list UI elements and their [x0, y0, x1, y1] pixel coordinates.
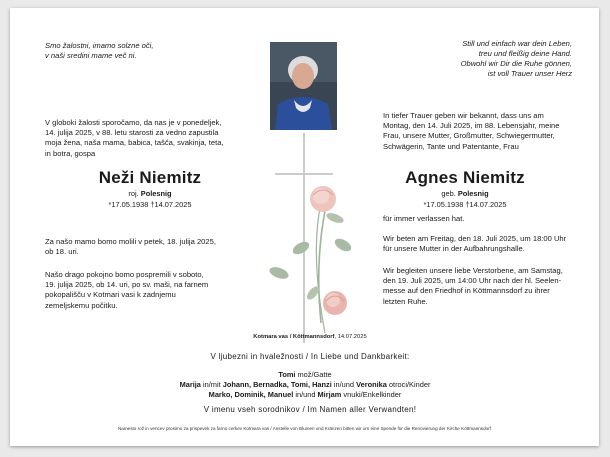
closing-line: V imenu vseh sorodnikov / Im Namen aller Verwandten! — [203, 405, 417, 414]
left-birth-name: roj. Polesnig — [128, 189, 172, 198]
place-date: Kotmara vas / Köttmannsdorf, 14.07.2025 — [253, 334, 367, 340]
right-birth-name: geb. Polesnig — [441, 189, 489, 198]
right-notice: In tiefer Trauer geben wir bekannt, dass uns am Montag, den 14. Juli 2025, im 88. Lebensjahr, meine Frau, unsere Mutter, Großmutter, Schwiegermutter, Schwägerin, Tante und Patentante, Frau — [383, 111, 560, 151]
love-line: V ljubezni in hvaležnosti / In Liebe und Dankbarkeit: — [210, 352, 410, 361]
obituary-card — [10, 8, 599, 446]
relatives-list — [70, 370, 540, 400]
portrait-image — [270, 42, 337, 130]
left-dates: *17.05.1938 †14.07.2025 — [108, 200, 192, 209]
rose-icon — [268, 186, 353, 333]
left-notice: V globoki žalosti sporočamo, da nas je v ponedeljek, 14. julija 2025, v 88. letu starosti za vedno zapustila moja žena, naša mama, babica, tašča, svakinja, teta, in botra, gospa — [45, 118, 224, 158]
right-left-us-text: für immer verlassen hat. — [383, 214, 465, 223]
footer-note: Namesto rož in vencev prosimo za prispevek za farno cerkev Kotmara vas / Anstelle von Blumen und Kränzen bitten wir um eine Spende für die Renovierung der Kirche Köttmannsdorf — [117, 426, 492, 431]
portrait-photo — [270, 42, 337, 130]
right-name-block — [380, 168, 550, 209]
left-deceased-name: Neži Niemitz — [98, 168, 202, 187]
right-dates: *17.05.1938 †14.07.2025 — [423, 200, 507, 209]
cross-icon — [275, 133, 333, 343]
right-quote: Still und einfach war dein Leben, treu und fleißig deine Hand. Obwohl wir Dir die Ruhe gönnen, ist voll Trauer unser Herz — [460, 39, 572, 78]
right-funeral-text: Wir begleiten unsere liebe Verstorbene, am Samstag, den 19. Juli 2025, um 14:00 Uhr nach der hl. Seelen- messe auf den Friedhof in Köttmannsdorf zu ihrer letzten Ruhe. — [383, 266, 563, 306]
relatives-row-spouse: Tomi mož/Gatte — [278, 370, 332, 379]
left-name-block — [70, 168, 230, 209]
left-quote: Smo žalostni, imamo solzne oči, v naši sredini mame več ni. — [45, 41, 154, 60]
right-deceased-name: Agnes Niemitz — [405, 168, 525, 187]
left-prayer-text: Za našo mamo bomo molili v petek, 18. julija 2025, ob 18. uri. — [45, 237, 216, 257]
left-funeral-text: Našo drago pokojno bomo pospremili v soboto, 19. julija 2025, ob 14. uri, po sv. maši, na farnem pokopališču v Kotmari vasi k zadnjemu zemeljskemu počitku. — [45, 270, 209, 310]
relatives-row-children: Marija in/mit Johann, Bernadka, Tomi, Hanzi in/und Veronika otroci/Kinder — [179, 380, 431, 389]
cross-rose-illustration — [255, 133, 365, 348]
relatives-row-grandchildren: Marko, Dominik, Manuel in/und Mirjam vnuki/Enkelkinder — [208, 390, 402, 399]
right-prayer-text: Wir beten am Freitag, den 18. Juli 2025, um 18:00 Uhr für unsere Mutter in der Aufbahrungshalle. — [383, 234, 567, 254]
